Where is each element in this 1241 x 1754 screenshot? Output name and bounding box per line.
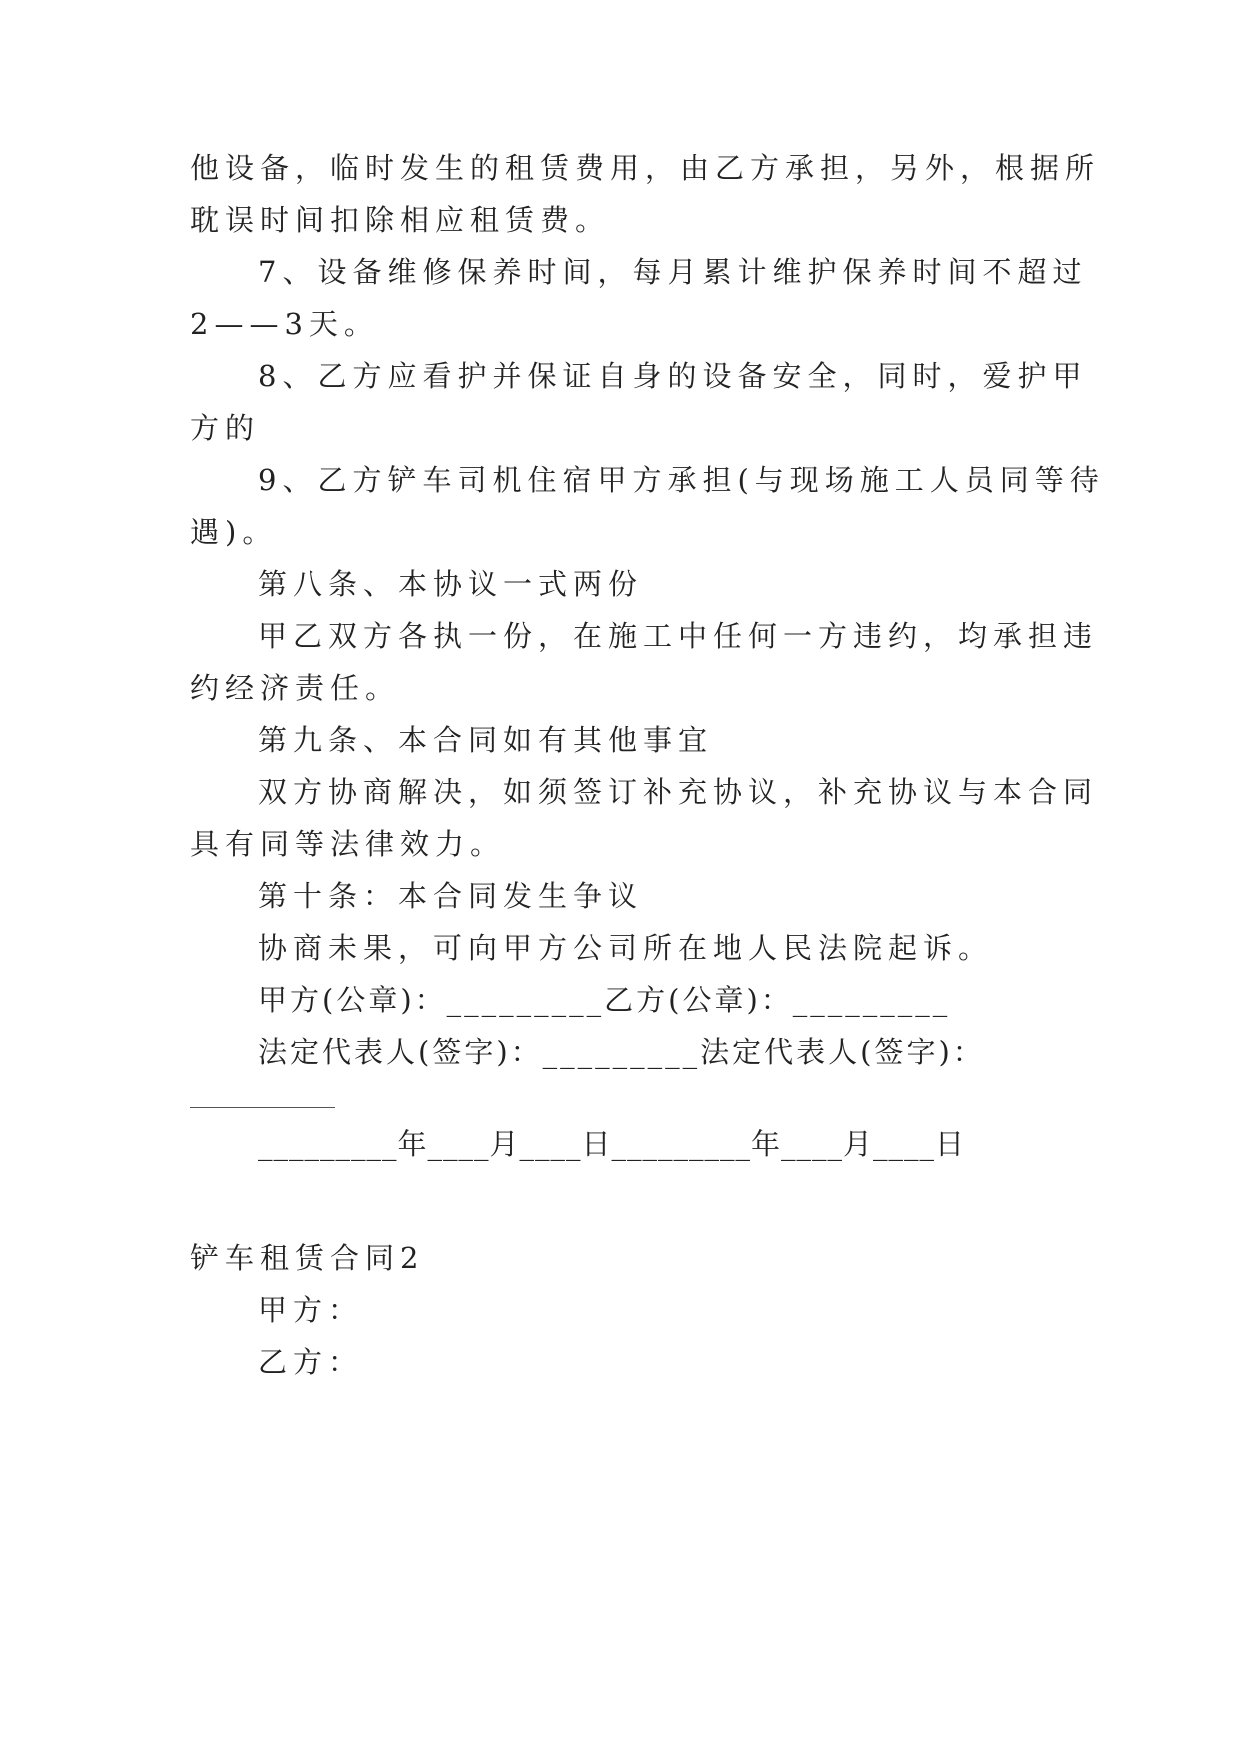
next-contract-title: 铲车租赁合同2 [190, 1241, 425, 1275]
paragraph-line-2: 耽误时间扣除相应租赁费。 [190, 203, 611, 237]
article-8-line-2: 约经济责任。 [190, 671, 401, 705]
clause-7-line-1: 7、设备维修保养时间，每月累计维护保养时间不超过 [258, 255, 1088, 289]
party-a-label: 甲方： [258, 1293, 364, 1327]
paragraph-line-1: 他设备，临时发生的租赁费用，由乙方承担，另外，根据所 [190, 151, 1101, 185]
representative-signature-line: 法定代表人(签字)：_________法定代表人(签字)： [258, 1035, 985, 1069]
clause-8-line-1: 8、乙方应看护并保证自身的设备安全，同时，爱护甲 [258, 359, 1088, 393]
continued-signature-underline [190, 1107, 335, 1108]
date-line: _________年____月____日_________年____月____日 [258, 1127, 966, 1161]
article-9-line-1: 双方协商解决，如须签订补充协议，补充协议与本合同 [258, 775, 1099, 809]
clause-9-line-1: 9、乙方铲车司机住宿甲方承担(与现场施工人员同等待 [258, 463, 1105, 497]
party-b-label: 乙方： [258, 1345, 364, 1379]
clause-7-line-2: 2——3天。 [190, 307, 379, 341]
clause-8-line-2: 方的 [190, 411, 261, 445]
article-10-heading: 第十条：本合同发生争议 [258, 879, 644, 913]
article-8-heading: 第八条、本协议一式两份 [258, 567, 644, 601]
article-9-heading: 第九条、本合同如有其他事宜 [258, 723, 714, 757]
article-10-line-1: 协商未果，可向甲方公司所在地人民法院起诉。 [258, 931, 994, 965]
article-8-line-1: 甲乙双方各执一份，在施工中任何一方违约，均承担违 [258, 619, 1099, 653]
seal-signature-line: 甲方(公章)：_________乙方(公章)：_________ [258, 983, 951, 1017]
article-9-line-2: 具有同等法律效力。 [190, 827, 506, 861]
clause-9-line-2: 遇)。 [190, 515, 278, 549]
